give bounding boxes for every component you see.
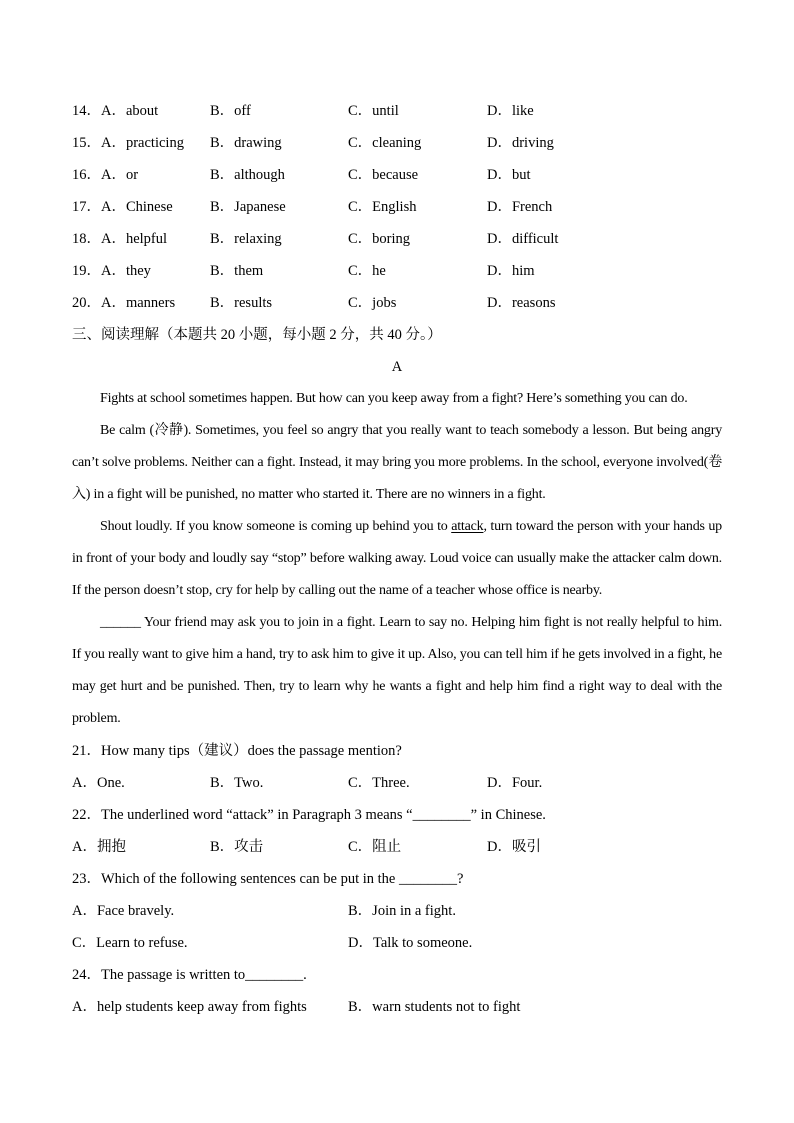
cloze-option-c: C．cleaning: [348, 135, 422, 151]
question-22: [72, 799, 722, 863]
cloze-row-14: [72, 95, 722, 127]
question-24: [72, 959, 722, 1023]
question-23-options-row-1: [72, 895, 722, 927]
cloze-option-d: D．like: [487, 103, 534, 119]
cloze-option-d: D．difficult: [487, 231, 559, 247]
option-b: B．Join in a fight.: [348, 903, 456, 919]
reading-comprehension-header: 三、阅读理解（本题共 20 小题，每小题 2 分，共 40 分。）: [72, 327, 442, 343]
cloze-option-a: 15．A．practicing: [72, 135, 184, 151]
cloze-option-b: B．them: [210, 263, 264, 279]
option-b: B．攻击: [210, 839, 264, 855]
question-22-options: [72, 831, 722, 863]
cloze-option-c: C．jobs: [348, 295, 397, 311]
cloze-option-d: D．but: [487, 167, 531, 183]
option-c: C．Learn to refuse.: [72, 935, 188, 951]
cloze-option-b: B．Japanese: [210, 199, 286, 215]
cloze-option-b: B．drawing: [210, 135, 282, 151]
cloze-option-d: D．him: [487, 263, 535, 279]
cloze-row-19: [72, 255, 722, 287]
passage-paragraph-4: ______ Your friend may ask you to join in a fight. Learn to say no. Helping him fight is not really helpful to him. If you really want to give him a hand, try to ask him to give it up. Also, you can tell him if he gets involved in a fight, he may get hurt and be punished. Then, try to learn why he wants a fight and help him find a right way to deal with the problem.: [72, 615, 722, 726]
cloze-row-20: [72, 287, 722, 319]
option-d: D．吸引: [487, 839, 541, 855]
cloze-row-15: [72, 127, 722, 159]
passage-label: A: [391, 359, 403, 375]
cloze-option-d: D．driving: [487, 135, 554, 151]
cloze-option-c: C．because: [348, 167, 419, 183]
question-21-options: [72, 767, 722, 799]
cloze-option-c: C．until: [348, 103, 399, 119]
option-a: A．help students keep away from fights: [72, 999, 307, 1015]
question-21: [72, 735, 722, 799]
cloze-option-c: C．English: [348, 199, 417, 215]
question-21-stem: 21．How many tips（建议）does the passage mention?: [72, 743, 402, 759]
cloze-row-17: [72, 191, 722, 223]
cloze-option-d: D．reasons: [487, 295, 556, 311]
cloze-option-c: C．he: [348, 263, 386, 279]
option-d: D．Talk to someone.: [348, 935, 473, 951]
option-a: A．拥抱: [72, 839, 126, 855]
question-24-stem: 24．The passage is written to________.: [72, 967, 307, 983]
cloze-options-section: [72, 95, 722, 319]
question-22-stem: 22．The underlined word “attack” in Paragraph 3 means “________” in Chinese.: [72, 807, 546, 823]
option-b: B．warn students not to fight: [348, 999, 521, 1015]
cloze-option-c: C．boring: [348, 231, 411, 247]
question-24-options: [72, 991, 722, 1023]
question-23: [72, 863, 722, 959]
question-23-stem: 23．Which of the following sentences can be put in the ________?: [72, 871, 464, 887]
cloze-option-d: D．French: [487, 199, 553, 215]
passage-paragraph-1: Fights at school sometimes happen. But how can you keep away from a fight? Here’s something you can do.: [100, 391, 688, 406]
option-a: A．One.: [72, 775, 125, 791]
cloze-option-a: 17．A．Chinese: [72, 199, 173, 215]
passage-paragraph-3: [72, 511, 722, 607]
option-c: C．Three.: [348, 775, 410, 791]
cloze-option-b: B．results: [210, 295, 273, 311]
passage-paragraph-2: Be calm (冷静). Sometimes, you feel so angry that you really want to teach somebody a lesson. But being angry can’t solve problems. Neither can a fight. Instead, it may bring you more problems. In the school, everyone involved(卷入) in a fight will be punished, no matter who started it. There are no winners in a fight.: [72, 423, 722, 502]
cloze-option-a: 14．A．about: [72, 103, 159, 119]
passage-a-section: [72, 351, 722, 735]
cloze-option-a: 19．A．they: [72, 263, 151, 279]
underlined-word-attack: attack: [451, 519, 484, 534]
cloze-row-16: [72, 159, 722, 191]
option-c: C．阻止: [348, 839, 402, 855]
option-a: A．Face bravely.: [72, 903, 175, 919]
cloze-option-b: B．off: [210, 103, 251, 119]
option-b: B．Two.: [210, 775, 264, 791]
cloze-option-a: 20．A．manners: [72, 295, 176, 311]
cloze-option-b: B．relaxing: [210, 231, 282, 247]
question-23-options-row-2: [72, 927, 722, 959]
cloze-option-a: 16．A．or: [72, 167, 139, 183]
passage-text: , turn toward the person with your hands up in front of your body and loudly say “stop” before walking away. Loud voice can usually make the attacker calm down. If the person doesn’t stop, cry for help by calling out the name of a teacher whose office is nearby.: [72, 519, 722, 598]
option-d: D．Four.: [487, 775, 543, 791]
cloze-option-a: 18．A．helpful: [72, 231, 168, 247]
cloze-option-b: B．although: [210, 167, 285, 183]
passage-text: Shout loudly. If you know someone is coming up behind you to: [100, 519, 452, 534]
cloze-row-18: [72, 223, 722, 255]
